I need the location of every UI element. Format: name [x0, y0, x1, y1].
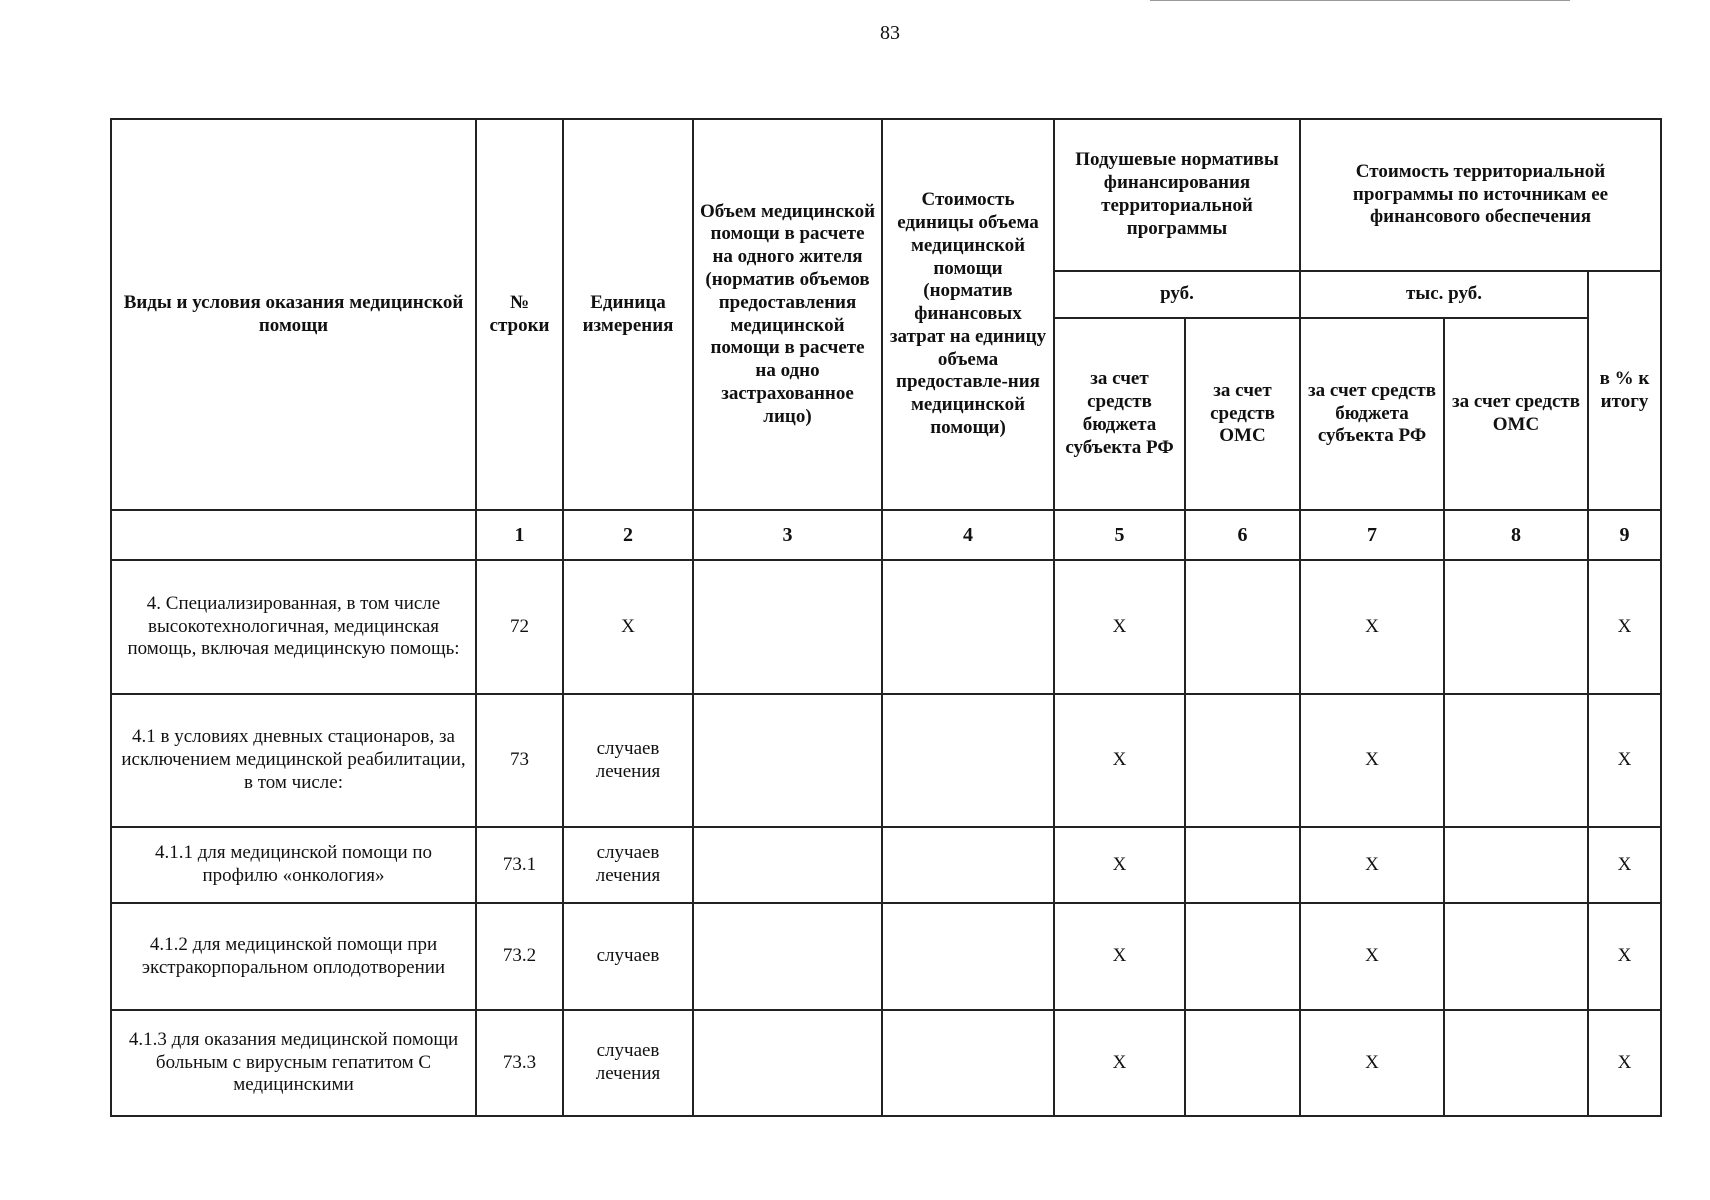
row-unit: случаев лечения [563, 827, 693, 903]
cell-percent: X [1588, 903, 1661, 1010]
cell-oms-total [1444, 827, 1588, 903]
cell-oms [1185, 827, 1300, 903]
row-label: 4.1.2 для медицинской помощи при экстракорпоральном оплодотворении [111, 903, 476, 1010]
column-numbers-row [111, 510, 1661, 560]
cell-cost [882, 903, 1054, 1010]
financing-table [110, 118, 1662, 1117]
cell-oms [1185, 903, 1300, 1010]
table-row [111, 827, 1661, 903]
cell-budget-rf: X [1054, 560, 1185, 694]
cell-percent: X [1588, 560, 1661, 694]
row-label: 4. Специализированная, в том числе высокотехнологичная, медицинская помощь, включая медицинскую помощь: [111, 560, 476, 694]
column-number: 4 [882, 510, 1054, 560]
header-budget-rf-total: за счет средств бюджета субъекта РФ [1300, 318, 1444, 510]
column-number: 5 [1054, 510, 1185, 560]
table-row [111, 1010, 1661, 1116]
cell-oms-total [1444, 560, 1588, 694]
row-unit: случаев лечения [563, 694, 693, 827]
header-oms-total: за счет средств ОМС [1444, 318, 1588, 510]
header-total-cost: Стоимость территориальной программы по источникам ее финансового обеспечения [1300, 119, 1661, 271]
cell-volume [693, 694, 882, 827]
cell-oms-total [1444, 1010, 1588, 1116]
cell-budget-rf-total: X [1300, 694, 1444, 827]
cell-percent: X [1588, 1010, 1661, 1116]
row-label: 4.1.1 для медицинской помощи по профилю «онкология» [111, 827, 476, 903]
row-unit: случаев лечения [563, 1010, 693, 1116]
table-row [111, 560, 1661, 694]
cell-cost [882, 694, 1054, 827]
cell-volume [693, 903, 882, 1010]
cell-oms-total [1444, 694, 1588, 827]
row-unit: X [563, 560, 693, 694]
row-number: 73.3 [476, 1010, 563, 1116]
header-thous-rub: тыс. руб. [1300, 271, 1588, 318]
cell-cost [882, 1010, 1054, 1116]
row-label: 4.1 в условиях дневных стационаров, за исключением медицинской реабилитации, в том числе: [111, 694, 476, 827]
column-number: 3 [693, 510, 882, 560]
column-number: 9 [1588, 510, 1661, 560]
column-number-empty [111, 510, 476, 560]
row-number: 72 [476, 560, 563, 694]
cell-oms [1185, 1010, 1300, 1116]
cell-budget-rf-total: X [1300, 560, 1444, 694]
edge-line [1150, 0, 1570, 1]
header-oms: за счет средств ОМС [1185, 318, 1300, 510]
column-number: 2 [563, 510, 693, 560]
page-number: 83 [880, 22, 900, 44]
cell-budget-rf: X [1054, 827, 1185, 903]
header-cost: Стоимость единицы объема медицинской помощи (норматив финансовых затрат на единицу объема предоставле-ния медицинской помощи) [882, 119, 1054, 510]
header-volume: Объем медицинской помощи в расчете на одного жителя (норматив объемов предоставления медицинской помощи в расчете на одно застрахованное лицо) [693, 119, 882, 510]
table-row [111, 903, 1661, 1010]
header-percent: в % к итогу [1588, 271, 1661, 510]
cell-percent: X [1588, 694, 1661, 827]
column-number: 1 [476, 510, 563, 560]
cell-budget-rf: X [1054, 903, 1185, 1010]
header-unit: Единица измерения [563, 119, 693, 510]
cell-budget-rf: X [1054, 694, 1185, 827]
header-rub: руб. [1054, 271, 1300, 318]
row-label: 4.1.3 для оказания медицинской помощи больным с вирусным гепатитом С медицинскими [111, 1010, 476, 1116]
column-number: 7 [1300, 510, 1444, 560]
row-number: 73 [476, 694, 563, 827]
cell-volume [693, 827, 882, 903]
cell-oms-total [1444, 903, 1588, 1010]
cell-cost [882, 827, 1054, 903]
row-number: 73.2 [476, 903, 563, 1010]
header-budget-rf: за счет средств бюджета субъекта РФ [1054, 318, 1185, 510]
cell-budget-rf-total: X [1300, 1010, 1444, 1116]
row-number: 73.1 [476, 827, 563, 903]
cell-budget-rf-total: X [1300, 827, 1444, 903]
cell-budget-rf: X [1054, 1010, 1185, 1116]
header-per-capita: Подушевые нормативы финансирования территориальной программы [1054, 119, 1300, 271]
column-number: 8 [1444, 510, 1588, 560]
cell-oms [1185, 694, 1300, 827]
cell-volume [693, 1010, 882, 1116]
header-rownum: № строки [476, 119, 563, 510]
cell-budget-rf-total: X [1300, 903, 1444, 1010]
cell-percent: X [1588, 827, 1661, 903]
header-type: Виды и условия оказания медицинской помощи [111, 119, 476, 510]
cell-cost [882, 560, 1054, 694]
table-row [111, 694, 1661, 827]
cell-oms [1185, 560, 1300, 694]
cell-volume [693, 560, 882, 694]
row-unit: случаев [563, 903, 693, 1010]
column-number: 6 [1185, 510, 1300, 560]
